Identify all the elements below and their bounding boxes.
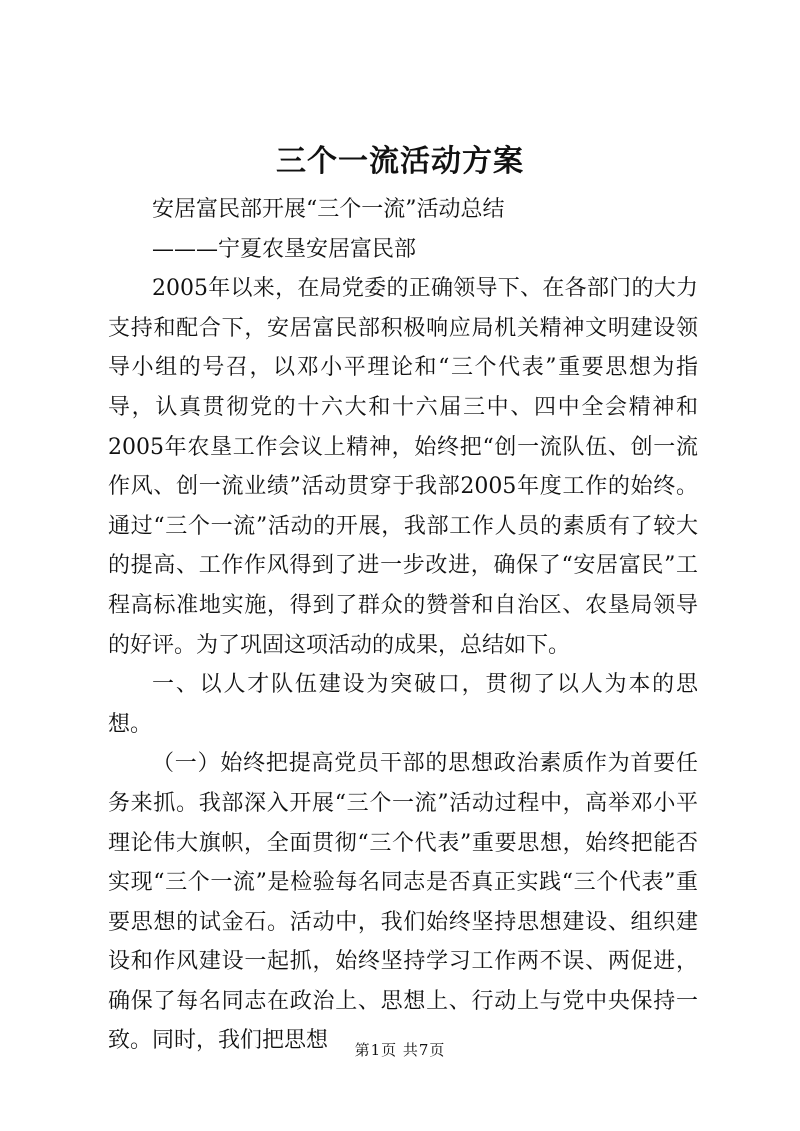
intro-paragraph: 2005年以来，在局党委的正确领导下、在各部门的大力支持和配合下，安居富民部积极响应局机关精神文明建设领导小组的号召，以邓小平理论和“三个代表”重要思想为指导，认真贯彻党的十六大和十六届三中、四中全会精神和2005年农垦工作会议上精神，始终把“创一流队伍、创一流作风、创一流业绩”活动贯穿于我部2005年度工作的始终。通过“三个一流”活动的开展，我部工作人员的素质有了较大的提高、工作作风得到了进一步改进，确保了“安居富民”工程高标准地实施，得到了群众的赞誉和自治区、农垦局领导的好评。为了巩固这项活动的成果，总结如下。 [108, 276, 698, 658]
page-number: 第1页 共7页 [354, 1041, 446, 1059]
author-line: ———宁夏农垦安居富民部 [152, 236, 417, 262]
subsection-paragraph: （一）始终把提高党员干部的思想政治素质作为首要任务来抓。我部深入开展“三个一流”活动过程中，高举邓小平理论伟大旗帜，全面贯彻“三个代表”重要思想，始终把能否实现“三个一流”是检验每名同志是否真正实践“三个代表”重要思想的试金石。活动中，我们始终坚持思想建设、组织建设和作风建设一起抓，始终坚持学习工作两不误、两促进，确保了每名同志在政治上、思想上、行动上与党中央保持一致。同时，我们把思想 [108, 751, 698, 1054]
document-body [108, 190, 698, 1061]
section-heading: 一、以人才队伍建设为突破口，贯彻了以人为本的思想。 [108, 672, 698, 737]
subtitle-paragraph: 安居富民部开展“三个一流”活动总结 [152, 197, 505, 222]
document-title: 三个一流活动方案 [276, 144, 524, 179]
